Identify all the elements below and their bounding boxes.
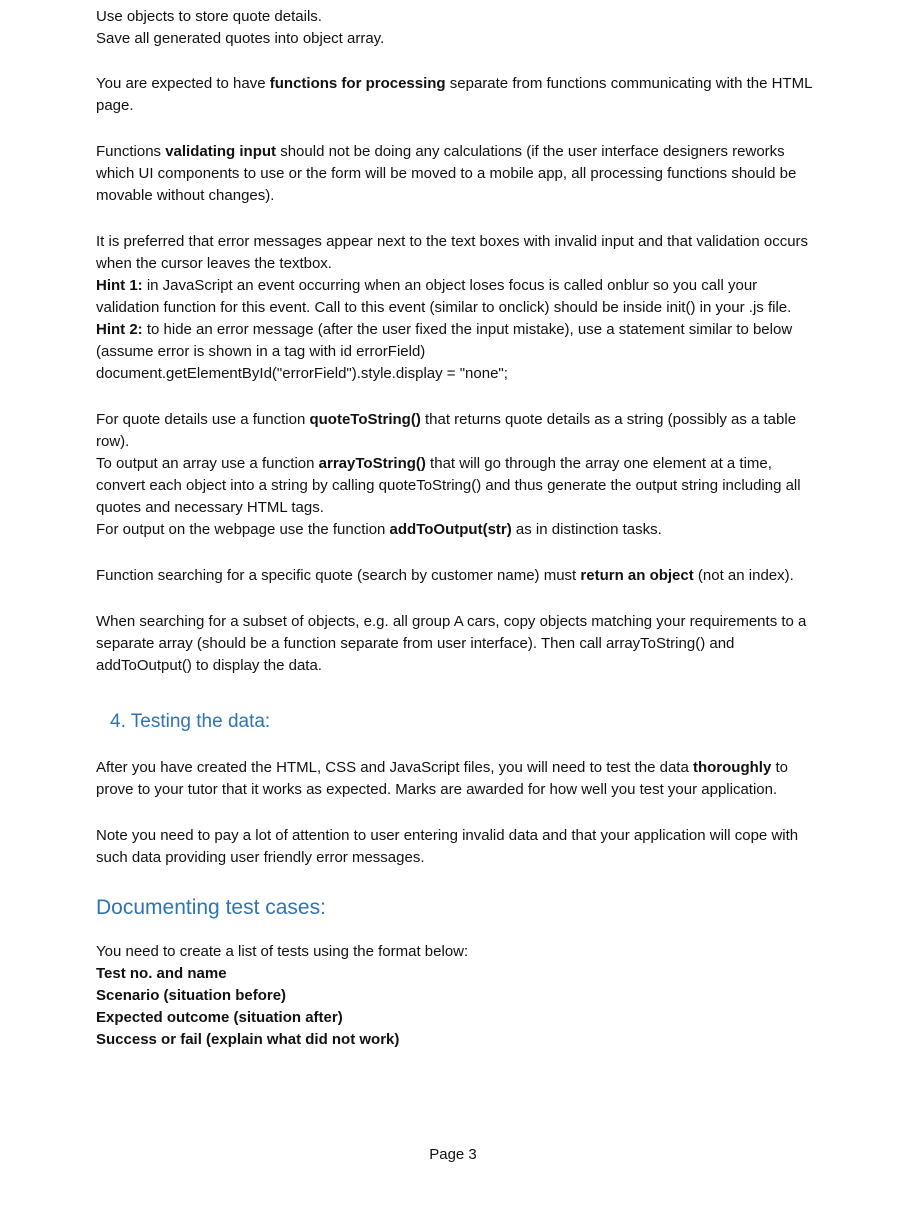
bold-run: addToOutput(str) [389, 521, 512, 538]
paragraph-processing-functions [96, 73, 816, 117]
paragraph-output-functions [96, 409, 816, 541]
text-run: (not an index). [693, 567, 794, 584]
text-run: It is preferred that error messages appear next to the text boxes with invalid input and that validation occurs when the cursor leaves the textbox. [96, 233, 809, 272]
bold-run: thoroughly [692, 759, 772, 776]
paragraph-validating-input [96, 141, 816, 207]
paragraph-test-format [96, 941, 816, 1051]
test-format-item: Test no. and name [96, 965, 227, 982]
paragraph-testing [96, 757, 816, 801]
text-run: Functions [96, 143, 166, 160]
page-number: Page 3 [429, 1146, 477, 1163]
hint-1-text: in JavaScript an event occurring when an object loses focus is called onblur so you call your validation function for this event. Call to this event (similar to onclick) should be inside init() in your .js file. [96, 277, 792, 316]
paragraph-invalid-data [96, 825, 816, 869]
bold-run: return an object [580, 567, 694, 584]
text-run: Function searching for a specific quote (search by customer name) must [96, 567, 581, 584]
text-run: Note you need to pay a lot of attention to user entering invalid data and that your application will cope with such data providing user friendly error messages. [96, 827, 799, 866]
text-run: To output an array use a function [96, 455, 319, 472]
text-run: should not be doing any calculations (if the user interface designers reworks which UI components to use or the form will be moved to a mobile app, all processing functions should be movable without changes). [96, 143, 797, 204]
bold-run: validating input [165, 143, 277, 160]
heading-documenting-test-cases: Documenting test cases: [96, 896, 326, 919]
text-run: When searching for a subset of objects, e.g. all group A cars, copy objects matching your requirements to a separate array (should be a function separate from user interface). Then call arrayToString() and addToOutput() to display the data. [96, 613, 807, 674]
code-snippet: document.getElementById("errorField").style.display = "none"; [96, 365, 508, 382]
objects-line-2: Save all generated quotes into object array. [96, 30, 385, 47]
text-run: to prove to your tutor that it works as expected. Marks are awarded for how well you test your application. [96, 759, 788, 798]
bold-run: functions for processing [269, 75, 446, 92]
test-format-item: Scenario (situation before) [96, 987, 287, 1004]
paragraph-subset-search [96, 611, 816, 677]
objects-line-1: Use objects to store quote details. [96, 8, 322, 25]
text-run: that returns quote details as a string (possibly as a table row). [96, 411, 797, 450]
test-format-item: Expected outcome (situation after) [96, 1009, 343, 1026]
text-run: For quote details use a function [96, 411, 310, 428]
test-format-item: Success or fail (explain what did not work) [96, 1031, 400, 1048]
test-format-intro: You need to create a list of tests using the format below: [96, 943, 469, 960]
paragraph-search-function [96, 565, 816, 587]
bold-run: arrayToString() [318, 455, 426, 472]
hint-1-label: Hint 1: [96, 277, 143, 294]
bold-run: quoteToString() [309, 411, 421, 428]
heading-testing-the-data: 4. Testing the data: [110, 711, 271, 732]
paragraph-error-messages [96, 231, 816, 385]
text-run: as in distinction tasks. [511, 521, 662, 538]
text-run: For output on the webpage use the function [96, 521, 390, 538]
paragraph-objects [96, 6, 816, 50]
text-run: You are expected to have [96, 75, 270, 92]
text-run: that will go through the array one element at a time, convert each object into a string by calling quoteToString() and thus generate the output string including all quotes and necessary HTML tags. [96, 455, 801, 516]
hint-2-label: Hint 2: [96, 321, 143, 338]
text-run: separate from functions communicating with the HTML page. [96, 75, 812, 114]
document-page [96, 6, 816, 1051]
hint-2-text: to hide an error message (after the user fixed the input mistake), use a statement similar to below (assume error is shown in a tag with id errorField) [96, 321, 793, 360]
text-run: After you have created the HTML, CSS and JavaScript files, you will need to test the data [96, 759, 693, 776]
